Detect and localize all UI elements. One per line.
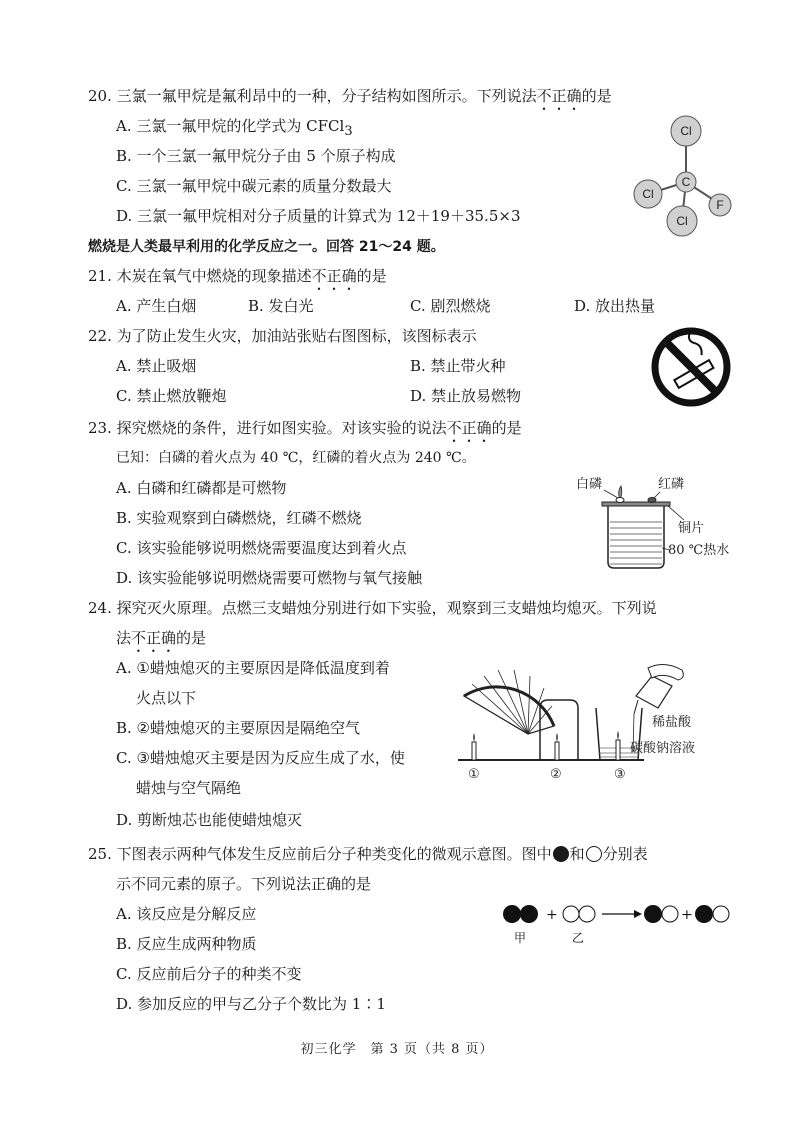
- atom-label-top: Cl: [680, 124, 692, 138]
- copper-plate-label: 铜片: [678, 521, 705, 536]
- sodium-carbonate-label: 碳酸钠溶液: [630, 741, 696, 756]
- q21-option-b: B. 发白光: [248, 297, 314, 315]
- q25-option-a: A. 该反应是分解反应: [116, 905, 257, 923]
- label-2: ②: [550, 767, 562, 782]
- atom-label-center: C: [681, 175, 691, 189]
- q23-known-info: 已知：白磷的着火点为 40 ℃，红磷的着火点为 240 ℃。: [116, 450, 476, 466]
- q21-option-d: D. 放出热量: [574, 297, 656, 315]
- q25-option-b: B. 反应生成两种物质: [116, 935, 257, 953]
- q20-option-b: B. 一个三氯一氟甲烷分子由 5 个原子构成: [116, 147, 396, 165]
- q23-stem: 23. 探究燃烧的条件，进行如图实验。对该实验的说法不正确的是: [88, 419, 522, 437]
- white-phosphorus: [616, 498, 624, 503]
- q23-option-a: A. 白磷和红磷都是可燃物: [116, 479, 287, 497]
- candle-2: [555, 742, 559, 760]
- q22-option-c: C. 禁止燃放鞭炮: [116, 387, 227, 405]
- molecule-structure-figure: [628, 114, 740, 240]
- copper-plate: [602, 502, 670, 506]
- no-fire-sign-icon: [650, 326, 732, 408]
- q25-option-c: C. 反应前后分子的种类不变: [116, 965, 302, 983]
- q22-option-d: D. 禁止放易燃物: [410, 387, 522, 405]
- q24-option-d: D. 剪断烛芯也能使蜡烛熄灭: [116, 811, 303, 829]
- q20-option-d: D. 三氯一氟甲烷相对分子质量的计算式为 12＋19＋35.5×3: [116, 207, 521, 225]
- q22-option-b: B. 禁止带火种: [410, 357, 506, 375]
- q24-option-b: B. ②蜡烛熄灭的主要原因是隔绝空气: [116, 719, 361, 737]
- candle-3: [616, 740, 620, 760]
- label-1: ①: [468, 767, 480, 782]
- hot-water-label: 80 ℃热水: [668, 543, 730, 558]
- q23-option-d: D. 该实验能够说明燃烧需要可燃物与氧气接触: [116, 569, 423, 587]
- q21-option-c: C. 剧烈燃烧: [410, 297, 491, 315]
- label-yi: 乙: [572, 931, 585, 945]
- q22-stem: 22. 为了防止发生火灾，加油站张贴右图图标，该图标表示: [88, 327, 477, 345]
- plus-sign-1: +: [546, 907, 558, 923]
- product-2: [695, 905, 729, 923]
- page-footer: 初三化学 第 3 页（共 8 页）: [300, 1042, 494, 1057]
- q20-stem: 20. 三氯一氟甲烷是氟利昂中的一种，分子结构如图所示。下列说法不正确的是: [88, 87, 612, 105]
- label-jia: 甲: [514, 931, 527, 945]
- q20-option-a: A. 三氯一氟甲烷的化学式为 CFCl$_3$: [116, 117, 353, 139]
- q20-option-c: C. 三氯一氟甲烷中碳元素的质量分数最大: [116, 177, 392, 195]
- white-phosphorus-label: 白磷: [576, 477, 603, 492]
- red-phosphorus: [648, 498, 656, 503]
- q24-option-a: A. ①蜡烛熄灭的主要原因是降低温度到着: [116, 659, 390, 677]
- q24-stem-line1: 24. 探究灭火原理。点燃三支蜡烛分别进行如下实验，观察到三支蜡烛均熄灭。下列说: [88, 599, 657, 617]
- molecule-yi: [563, 906, 595, 922]
- plus-sign-2: +: [681, 907, 693, 923]
- pouring-bottle: [634, 664, 683, 714]
- atom-label-right: F: [716, 198, 724, 212]
- q23-option-b: B. 实验观察到白磷燃烧，红磷不燃烧: [116, 509, 362, 527]
- candle-1: [472, 742, 476, 760]
- product-1: [644, 905, 678, 923]
- red-phosphorus-label: 红磷: [658, 477, 685, 492]
- candle-flame-1: [473, 733, 475, 742]
- q25-stem-line1: 25. 下图表示两种气体发生反应前后分子种类变化的微观示意图。图中 和 分别表: [88, 845, 648, 863]
- atom-label-left: Cl: [642, 187, 654, 201]
- phosphorus-experiment-figure: [574, 474, 754, 574]
- section-intro: 燃烧是人类最早利用的化学反应之一。回答 21～24 题。: [88, 239, 445, 255]
- candle-extinguish-figure: [458, 656, 698, 784]
- q24-option-a-cont: 火点以下: [136, 689, 197, 707]
- q21-stem: 21. 木炭在氧气中燃烧的现象描述不正确的是: [88, 267, 387, 285]
- q24-option-c: C. ③蜡烛熄灭主要是因为反应生成了水，使: [116, 749, 405, 767]
- black-atom-icon: [553, 846, 569, 862]
- reaction-diagram: [500, 900, 740, 948]
- label-3: ③: [614, 767, 626, 782]
- molecule-jia: [503, 905, 538, 923]
- q24-option-c-cont: 蜡烛与空气隔绝: [136, 779, 242, 797]
- q23-option-c: C. 该实验能够说明燃烧需要温度达到着火点: [116, 539, 407, 557]
- atom-label-bottom: Cl: [676, 214, 688, 228]
- q24-stem-line2: 法不正确的是: [116, 629, 207, 647]
- q22-option-a: A. 禁止吸烟: [116, 357, 197, 375]
- q21-option-a: A. 产生白烟: [116, 297, 197, 315]
- q25-option-d: D. 参加反应的甲与乙分子个数比为 1∶1: [116, 995, 386, 1013]
- q25-stem-line2: 示不同元素的原子。下列说法正确的是: [116, 875, 372, 893]
- white-atom-icon: [586, 846, 602, 862]
- hydrochloric-acid-label: 稀盐酸: [652, 715, 692, 730]
